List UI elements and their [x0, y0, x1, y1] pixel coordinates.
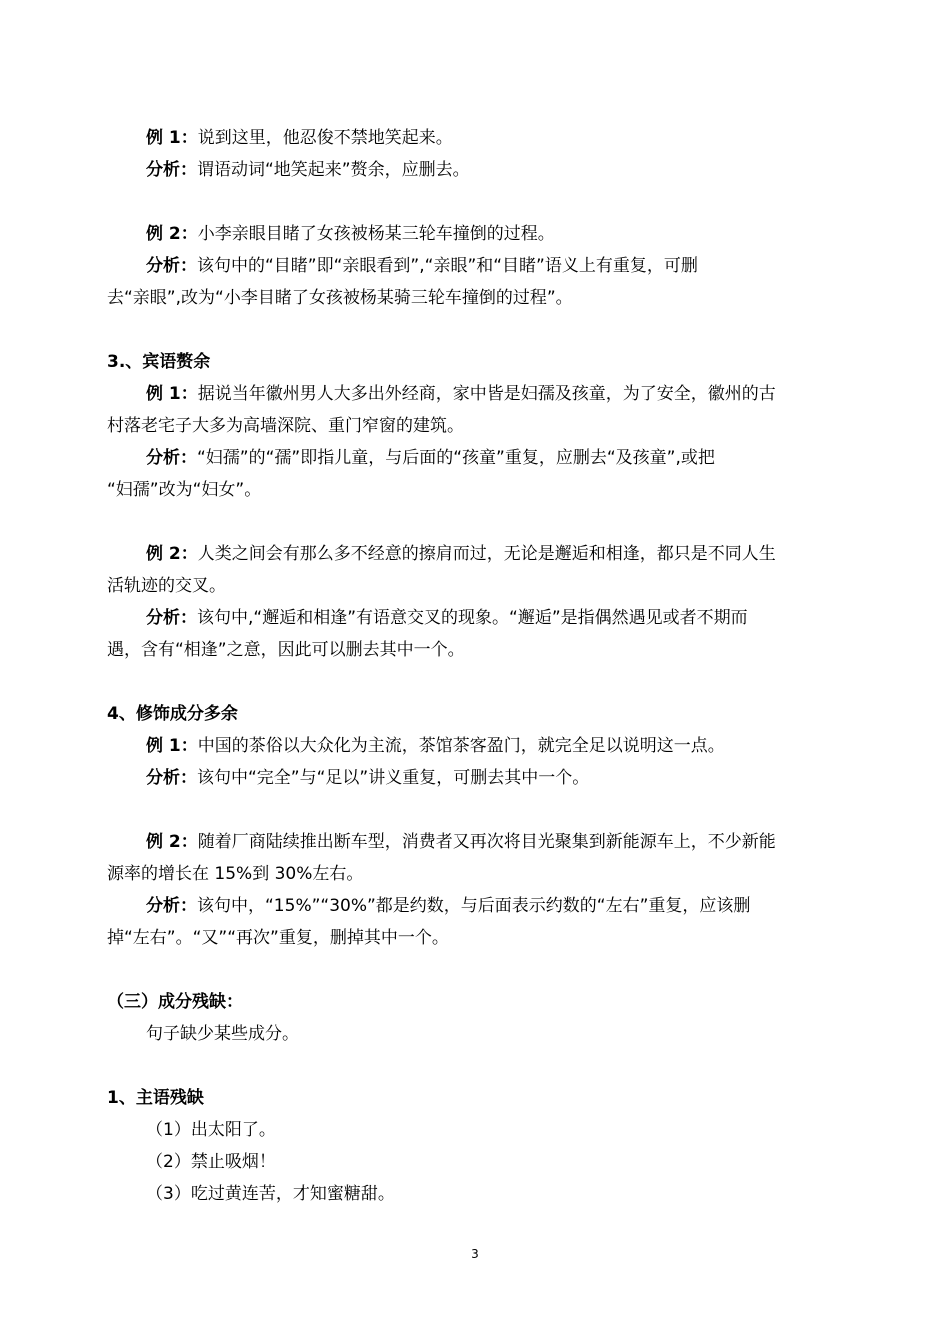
section-heading: 1、主语残缺	[107, 1088, 204, 1108]
analysis-label: 分析：	[146, 896, 197, 916]
analysis-text: 该句中，“15%”“30%”都是约数，与后面表示约数的“左右”重复，应该删	[197, 896, 751, 916]
example-line	[146, 735, 725, 757]
example-continuation: 源率的增长在 15%到 30%左右。	[107, 864, 364, 884]
example-label: 例 1：	[146, 736, 198, 756]
example-text: 随着厂商陆续推出断车型，消费者又再次将目光聚集到新能源车上，不少新能	[197, 832, 776, 852]
example-line	[146, 543, 776, 565]
example-label: 例 2：	[146, 832, 198, 852]
analysis-text: 该句中,“邂逅和相逢”有语意交叉的现象。“邂逅”是指偶然遇见或者不期而	[197, 608, 748, 628]
analysis-line	[146, 255, 698, 277]
example-label: 例 1：	[146, 384, 198, 404]
example-text: 中国的茶俗以大众化为主流，茶馆茶客盈门，就完全足以说明这一点。	[197, 736, 725, 756]
analysis-label: 分析：	[146, 160, 197, 180]
section-heading: 4、修饰成分多余	[107, 704, 238, 724]
section-heading: 3.、宾语赘余	[107, 352, 211, 372]
example-text: 据说当年徽州男人大多出外经商，家中皆是妇孺及孩童，为了安全，徽州的古	[197, 384, 776, 404]
analysis-text: 该句中“完全”与“足以”讲义重复，可删去其中一个。	[197, 768, 590, 788]
analysis-line	[146, 159, 470, 181]
example-continuation: 村落老宅子大多为高墙深院、重门窄窗的建筑。	[107, 416, 464, 436]
example-text: 说到这里，他忍俊不禁地笑起来。	[197, 128, 453, 148]
section-heading: （三）成分残缺：	[107, 992, 243, 1012]
example-line	[146, 831, 776, 853]
analysis-text: 谓语动词“地笑起来”赘余，应删去。	[197, 160, 470, 180]
analysis-label: 分析：	[146, 608, 197, 628]
analysis-line	[146, 895, 750, 917]
example-text: 人类之间会有那么多不经意的擦肩而过，无论是邂逅和相逢，都只是不同人生	[197, 544, 776, 564]
analysis-label: 分析：	[146, 768, 197, 788]
example-line	[146, 223, 555, 245]
analysis-text: 该句中的“目睹”即“亲眼看到”,“亲眼”和“目睹”语义上有重复，可删	[197, 256, 698, 276]
example-label: 例 2：	[146, 544, 198, 564]
analysis-label: 分析：	[146, 256, 197, 276]
example-continuation: 活轨迹的交叉。	[107, 576, 226, 596]
analysis-continuation: “妇孺”改为“妇女”。	[107, 480, 262, 500]
list-item: （1）出太阳了。	[146, 1120, 276, 1140]
analysis-line	[146, 767, 589, 789]
example-line	[146, 127, 453, 149]
analysis-text: “妇孺”的“孺”即指儿童，与后面的“孩童”重复，应删去“及孩童”,或把	[197, 448, 715, 468]
list-item: （2）禁止吸烟！	[146, 1152, 276, 1172]
analysis-continuation: 掉“左右”。“又”“再次”重复，删掉其中一个。	[107, 928, 449, 948]
example-line	[146, 383, 776, 405]
analysis-line	[146, 607, 748, 629]
example-text: 小李亲眼目睹了女孩被杨某三轮车撞倒的过程。	[197, 224, 555, 244]
analysis-continuation: 去“亲眼”,改为“小李目睹了女孩被杨某骑三轮车撞倒的过程”。	[107, 288, 573, 308]
paragraph: 句子缺少某些成分。	[146, 1024, 299, 1044]
example-label: 例 1：	[146, 128, 198, 148]
example-label: 例 2：	[146, 224, 198, 244]
page-number: 3	[471, 1247, 479, 1261]
analysis-continuation: 遇，含有“相逢”之意，因此可以删去其中一个。	[107, 640, 465, 660]
list-item: （3）吃过黄连苦，才知蜜糖甜。	[146, 1184, 395, 1204]
analysis-line	[146, 447, 715, 469]
analysis-label: 分析：	[146, 448, 197, 468]
